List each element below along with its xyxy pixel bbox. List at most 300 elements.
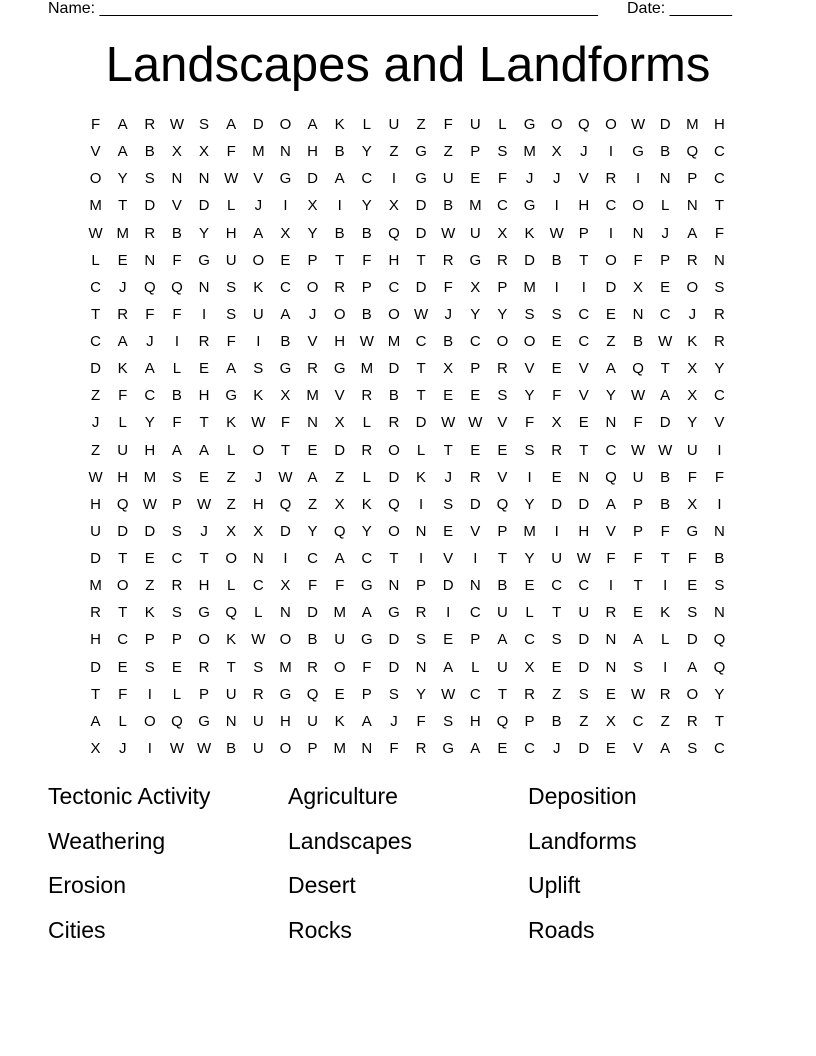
- grid-letter[interactable]: G: [198, 712, 210, 730]
- grid-letter[interactable]: E: [199, 468, 210, 486]
- grid-letter[interactable]: J: [688, 305, 697, 323]
- grid-letter[interactable]: W: [196, 739, 212, 757]
- grid-letter[interactable]: D: [388, 631, 400, 649]
- grid-letter[interactable]: A: [660, 739, 671, 757]
- grid-letter[interactable]: K: [117, 360, 128, 378]
- grid-letter[interactable]: P: [361, 278, 372, 296]
- grid-letter[interactable]: W: [658, 333, 673, 350]
- grid-letter[interactable]: W: [359, 333, 374, 350]
- grid-letter[interactable]: H: [117, 468, 129, 486]
- grid-letter[interactable]: W: [88, 224, 103, 242]
- grid-letter[interactable]: O: [143, 712, 156, 730]
- grid-letter[interactable]: O: [279, 116, 292, 133]
- grid-letter[interactable]: D: [605, 278, 617, 296]
- grid-letter[interactable]: C: [714, 143, 725, 161]
- grid-letter[interactable]: W: [251, 414, 266, 432]
- grid-letter[interactable]: E: [551, 360, 562, 378]
- grid-letter[interactable]: B: [361, 224, 372, 242]
- grid-letter[interactable]: T: [633, 577, 643, 595]
- grid-letter[interactable]: I: [554, 522, 559, 540]
- grid-letter[interactable]: O: [198, 631, 210, 649]
- grid-letter[interactable]: V: [497, 468, 508, 486]
- grid-letter[interactable]: B: [334, 143, 345, 161]
- grid-letter[interactable]: G: [225, 387, 238, 405]
- grid-letter[interactable]: S: [388, 685, 399, 703]
- grid-letter[interactable]: G: [632, 143, 644, 161]
- grid-letter[interactable]: V: [578, 170, 589, 188]
- grid-letter[interactable]: P: [171, 495, 182, 513]
- grid-letter[interactable]: V: [605, 522, 616, 540]
- grid-letter[interactable]: I: [717, 441, 722, 459]
- grid-letter[interactable]: U: [469, 116, 481, 133]
- grid-letter[interactable]: T: [660, 360, 670, 378]
- grid-letter[interactable]: I: [147, 685, 152, 703]
- grid-letter[interactable]: F: [389, 739, 399, 757]
- grid-letter[interactable]: U: [632, 468, 644, 486]
- grid-letter[interactable]: I: [635, 170, 641, 188]
- grid-letter[interactable]: B: [633, 333, 644, 350]
- grid-letter[interactable]: I: [608, 143, 614, 161]
- grid-letter[interactable]: E: [524, 577, 535, 595]
- grid-letter[interactable]: D: [442, 577, 454, 595]
- grid-letter[interactable]: D: [578, 631, 590, 649]
- grid-letter[interactable]: F: [497, 170, 508, 188]
- grid-letter[interactable]: G: [686, 522, 699, 540]
- grid-letter[interactable]: B: [144, 143, 155, 161]
- grid-letter[interactable]: X: [551, 414, 562, 432]
- grid-letter[interactable]: L: [416, 441, 426, 459]
- grid-letter[interactable]: W: [630, 387, 646, 405]
- grid-letter[interactable]: Z: [660, 712, 670, 730]
- grid-letter[interactable]: D: [388, 360, 400, 378]
- grid-letter[interactable]: W: [658, 441, 673, 459]
- grid-letter[interactable]: E: [144, 550, 155, 567]
- grid-letter[interactable]: U: [578, 604, 590, 622]
- grid-letter[interactable]: I: [391, 170, 397, 188]
- grid-letter[interactable]: T: [552, 604, 562, 622]
- grid-letter[interactable]: P: [144, 631, 155, 649]
- grid-letter[interactable]: S: [253, 658, 264, 676]
- grid-letter[interactable]: L: [661, 197, 670, 215]
- grid-letter[interactable]: M: [333, 604, 346, 622]
- grid-letter[interactable]: D: [524, 251, 535, 269]
- grid-letter[interactable]: C: [117, 631, 129, 649]
- grid-letter[interactable]: F: [633, 251, 643, 269]
- grid-letter[interactable]: R: [469, 468, 481, 486]
- grid-letter[interactable]: V: [578, 360, 589, 378]
- grid-letter[interactable]: F: [606, 550, 616, 567]
- grid-letter[interactable]: T: [226, 658, 236, 676]
- grid-letter[interactable]: D: [469, 495, 481, 513]
- grid-letter[interactable]: E: [117, 658, 128, 676]
- grid-letter[interactable]: O: [225, 550, 238, 567]
- grid-letter[interactable]: D: [307, 604, 318, 622]
- grid-letter[interactable]: T: [579, 251, 589, 269]
- grid-letter[interactable]: N: [686, 197, 698, 215]
- grid-letter[interactable]: R: [714, 305, 725, 323]
- grid-letter[interactable]: S: [687, 604, 698, 622]
- grid-letter[interactable]: P: [687, 170, 698, 188]
- grid-letter[interactable]: D: [551, 495, 563, 513]
- grid-letter[interactable]: C: [307, 550, 318, 567]
- grid-letter[interactable]: T: [199, 550, 209, 567]
- grid-letter[interactable]: F: [443, 278, 453, 296]
- grid-letter[interactable]: B: [226, 739, 237, 757]
- grid-letter[interactable]: F: [90, 116, 101, 133]
- grid-letter[interactable]: Y: [361, 197, 372, 215]
- grid-letter[interactable]: Z: [416, 116, 426, 133]
- grid-letter[interactable]: A: [361, 604, 372, 622]
- grid-letter[interactable]: E: [497, 739, 508, 757]
- grid-letter[interactable]: A: [660, 387, 671, 405]
- grid-letter[interactable]: Z: [579, 712, 589, 730]
- grid-letter[interactable]: X: [687, 387, 698, 405]
- grid-letter[interactable]: D: [388, 658, 400, 676]
- grid-letter[interactable]: Q: [496, 495, 509, 513]
- grid-letter[interactable]: M: [89, 197, 102, 215]
- grid-letter[interactable]: D: [388, 468, 400, 486]
- grid-letter[interactable]: I: [337, 197, 342, 215]
- grid-letter[interactable]: D: [307, 170, 318, 188]
- grid-letter[interactable]: B: [171, 224, 182, 242]
- grid-letter[interactable]: C: [578, 305, 590, 323]
- grid-letter[interactable]: C: [252, 577, 264, 595]
- grid-letter[interactable]: E: [605, 685, 616, 703]
- grid-letter[interactable]: B: [388, 387, 399, 405]
- grid-letter[interactable]: Q: [686, 143, 699, 161]
- grid-letter[interactable]: U: [225, 251, 237, 269]
- grid-letter[interactable]: V: [307, 333, 318, 350]
- grid-letter[interactable]: E: [443, 631, 454, 649]
- grid-letter[interactable]: R: [252, 685, 264, 703]
- grid-letter[interactable]: F: [226, 333, 236, 350]
- grid-letter[interactable]: S: [551, 305, 562, 323]
- grid-letter[interactable]: R: [497, 251, 508, 269]
- grid-letter[interactable]: Z: [335, 468, 345, 486]
- grid-letter[interactable]: N: [252, 550, 264, 567]
- grid-letter[interactable]: O: [496, 333, 509, 350]
- grid-letter[interactable]: K: [253, 387, 264, 405]
- grid-letter[interactable]: R: [415, 739, 427, 757]
- grid-letter[interactable]: D: [90, 550, 101, 567]
- grid-letter[interactable]: R: [361, 441, 373, 459]
- grid-letter[interactable]: E: [551, 333, 562, 350]
- grid-letter[interactable]: A: [443, 658, 454, 676]
- grid-letter[interactable]: I: [554, 197, 559, 215]
- grid-letter[interactable]: G: [279, 170, 292, 188]
- grid-letter[interactable]: C: [361, 170, 373, 188]
- grid-letter[interactable]: U: [334, 631, 346, 649]
- date-field[interactable]: Date: _______: [627, 0, 732, 17]
- grid-letter[interactable]: C: [524, 739, 535, 757]
- grid-letter[interactable]: I: [663, 658, 668, 676]
- grid-letter[interactable]: U: [497, 658, 508, 676]
- grid-letter[interactable]: V: [90, 143, 101, 161]
- grid-letter[interactable]: D: [578, 495, 590, 513]
- grid-letter[interactable]: I: [663, 577, 668, 595]
- grid-letter[interactable]: D: [280, 522, 291, 540]
- grid-letter[interactable]: D: [334, 441, 346, 459]
- grid-letter[interactable]: S: [171, 468, 182, 486]
- grid-letter[interactable]: H: [280, 712, 291, 730]
- grid-letter[interactable]: O: [686, 685, 699, 703]
- grid-letter[interactable]: M: [279, 658, 292, 676]
- grid-letter[interactable]: C: [469, 333, 481, 350]
- grid-letter[interactable]: P: [524, 712, 535, 730]
- grid-letter[interactable]: H: [144, 441, 156, 459]
- grid-letter[interactable]: T: [118, 197, 128, 215]
- grid-letter[interactable]: R: [307, 360, 318, 378]
- grid-letter[interactable]: S: [144, 170, 155, 188]
- grid-letter[interactable]: F: [335, 577, 345, 595]
- grid-letter[interactable]: V: [524, 360, 535, 378]
- grid-letter[interactable]: X: [334, 495, 345, 513]
- grid-letter[interactable]: N: [605, 631, 617, 649]
- grid-letter[interactable]: E: [280, 251, 291, 269]
- grid-letter[interactable]: T: [660, 550, 670, 567]
- grid-letter[interactable]: Y: [497, 305, 508, 323]
- grid-letter[interactable]: O: [388, 522, 400, 540]
- grid-letter[interactable]: K: [361, 495, 372, 513]
- grid-letter[interactable]: W: [251, 631, 266, 649]
- grid-letter[interactable]: M: [89, 577, 102, 595]
- grid-letter[interactable]: Y: [307, 224, 318, 242]
- grid-letter[interactable]: M: [523, 278, 536, 296]
- grid-letter[interactable]: A: [171, 441, 182, 459]
- grid-letter[interactable]: D: [659, 116, 671, 133]
- grid-letter[interactable]: L: [525, 604, 534, 622]
- grid-letter[interactable]: X: [687, 495, 698, 513]
- grid-letter[interactable]: A: [605, 360, 616, 378]
- grid-letter[interactable]: M: [469, 197, 482, 215]
- grid-letter[interactable]: E: [199, 360, 210, 378]
- grid-letter[interactable]: Q: [388, 224, 400, 242]
- grid-letter[interactable]: W: [169, 116, 185, 133]
- grid-letter[interactable]: X: [253, 522, 264, 540]
- grid-letter[interactable]: Z: [389, 143, 399, 161]
- grid-letter[interactable]: N: [714, 251, 725, 269]
- grid-letter[interactable]: Y: [361, 143, 372, 161]
- grid-letter[interactable]: C: [171, 550, 183, 567]
- grid-letter[interactable]: P: [416, 577, 427, 595]
- grid-letter[interactable]: D: [415, 224, 427, 242]
- grid-letter[interactable]: O: [279, 631, 292, 649]
- grid-letter[interactable]: P: [633, 495, 644, 513]
- grid-letter[interactable]: T: [389, 550, 399, 567]
- grid-letter[interactable]: J: [118, 278, 127, 296]
- grid-letter[interactable]: I: [581, 278, 586, 296]
- grid-letter[interactable]: S: [524, 441, 535, 459]
- grid-letter[interactable]: H: [90, 495, 101, 513]
- grid-letter[interactable]: C: [388, 278, 400, 296]
- grid-letter[interactable]: J: [390, 712, 398, 730]
- grid-letter[interactable]: A: [687, 224, 698, 242]
- grid-letter[interactable]: H: [90, 631, 101, 649]
- grid-letter[interactable]: T: [416, 387, 426, 405]
- grid-letter[interactable]: N: [280, 604, 291, 622]
- grid-letter[interactable]: B: [361, 305, 372, 323]
- grid-letter[interactable]: X: [199, 143, 210, 161]
- grid-letter[interactable]: R: [415, 604, 427, 622]
- grid-letter[interactable]: D: [90, 658, 101, 676]
- grid-letter[interactable]: T: [90, 305, 101, 323]
- grid-letter[interactable]: Y: [524, 387, 535, 405]
- grid-letter[interactable]: Z: [90, 387, 101, 405]
- grid-letter[interactable]: Y: [144, 414, 155, 432]
- grid-letter[interactable]: K: [687, 333, 698, 350]
- grid-letter[interactable]: Q: [143, 278, 156, 296]
- grid-letter[interactable]: I: [473, 550, 478, 567]
- grid-letter[interactable]: Q: [605, 468, 617, 486]
- grid-letter[interactable]: X: [443, 360, 454, 378]
- grid-letter[interactable]: Q: [225, 604, 238, 622]
- grid-letter[interactable]: Y: [524, 550, 535, 567]
- grid-letter[interactable]: T: [579, 441, 589, 459]
- grid-letter[interactable]: W: [441, 685, 456, 703]
- grid-letter[interactable]: W: [441, 224, 456, 242]
- grid-letter[interactable]: K: [334, 712, 345, 730]
- grid-letter[interactable]: J: [146, 333, 154, 350]
- grid-letter[interactable]: E: [171, 658, 182, 676]
- grid-letter[interactable]: A: [199, 441, 210, 459]
- grid-letter[interactable]: G: [388, 604, 400, 622]
- grid-letter[interactable]: S: [144, 658, 155, 676]
- grid-letter[interactable]: H: [578, 197, 590, 215]
- grid-letter[interactable]: Y: [199, 224, 210, 242]
- grid-letter[interactable]: O: [605, 116, 617, 133]
- grid-letter[interactable]: W: [224, 170, 239, 188]
- grid-letter[interactable]: X: [497, 224, 508, 242]
- grid-letter[interactable]: A: [253, 224, 264, 242]
- grid-letter[interactable]: F: [633, 550, 643, 567]
- grid-letter[interactable]: E: [605, 305, 616, 323]
- grid-letter[interactable]: Z: [145, 577, 155, 595]
- grid-letter[interactable]: L: [118, 712, 127, 730]
- grid-letter[interactable]: Q: [333, 522, 346, 540]
- grid-letter[interactable]: L: [172, 360, 182, 378]
- grid-letter[interactable]: Q: [577, 116, 590, 133]
- grid-letter[interactable]: R: [171, 577, 183, 595]
- grid-letter[interactable]: H: [198, 387, 210, 405]
- grid-letter[interactable]: J: [580, 143, 588, 161]
- grid-letter[interactable]: S: [253, 360, 264, 378]
- grid-letter[interactable]: L: [362, 468, 371, 486]
- grid-letter[interactable]: B: [171, 387, 182, 405]
- grid-letter[interactable]: M: [523, 143, 536, 161]
- grid-letter[interactable]: O: [388, 305, 400, 323]
- grid-letter[interactable]: J: [661, 224, 669, 242]
- grid-letter[interactable]: I: [527, 468, 532, 486]
- grid-letter[interactable]: N: [632, 305, 644, 323]
- grid-letter[interactable]: B: [443, 333, 454, 350]
- grid-letter[interactable]: J: [254, 197, 263, 215]
- grid-letter[interactable]: H: [225, 224, 237, 242]
- grid-letter[interactable]: O: [333, 658, 346, 676]
- grid-letter[interactable]: B: [307, 631, 318, 649]
- grid-letter[interactable]: W: [142, 495, 157, 513]
- grid-letter[interactable]: C: [144, 387, 156, 405]
- grid-letter[interactable]: R: [442, 251, 454, 269]
- grid-letter[interactable]: C: [578, 577, 590, 595]
- grid-letter[interactable]: E: [117, 251, 128, 269]
- grid-letter[interactable]: P: [361, 685, 372, 703]
- grid-letter[interactable]: B: [551, 251, 562, 269]
- grid-letter[interactable]: E: [470, 170, 481, 188]
- grid-letter[interactable]: U: [252, 305, 264, 323]
- grid-letter[interactable]: U: [686, 441, 698, 459]
- grid-letter[interactable]: X: [388, 197, 399, 215]
- grid-letter[interactable]: X: [633, 278, 644, 296]
- grid-letter[interactable]: R: [198, 658, 210, 676]
- grid-letter[interactable]: J: [118, 739, 127, 757]
- grid-letter[interactable]: X: [334, 414, 345, 432]
- grid-letter[interactable]: Z: [443, 143, 453, 161]
- grid-letter[interactable]: V: [497, 414, 508, 432]
- grid-letter[interactable]: S: [687, 739, 698, 757]
- grid-letter[interactable]: G: [442, 739, 455, 757]
- grid-letter[interactable]: I: [418, 550, 424, 567]
- grid-letter[interactable]: E: [687, 577, 698, 595]
- grid-letter[interactable]: C: [280, 278, 291, 296]
- grid-letter[interactable]: A: [497, 631, 508, 649]
- grid-letter[interactable]: M: [686, 116, 699, 133]
- grid-letter[interactable]: F: [280, 414, 291, 432]
- grid-letter[interactable]: Y: [714, 685, 725, 703]
- grid-letter[interactable]: V: [578, 387, 589, 405]
- grid-letter[interactable]: M: [143, 468, 157, 486]
- grid-letter[interactable]: C: [524, 631, 535, 649]
- grid-letter[interactable]: X: [226, 522, 237, 540]
- grid-letter[interactable]: I: [283, 197, 288, 215]
- grid-letter[interactable]: X: [90, 739, 101, 757]
- grid-letter[interactable]: H: [388, 251, 400, 269]
- grid-letter[interactable]: L: [118, 414, 127, 432]
- grid-letter[interactable]: R: [307, 658, 318, 676]
- grid-letter[interactable]: D: [117, 522, 129, 540]
- grid-letter[interactable]: A: [633, 631, 644, 649]
- grid-letter[interactable]: S: [171, 604, 182, 622]
- grid-letter[interactable]: W: [196, 495, 212, 513]
- grid-letter[interactable]: J: [91, 414, 100, 432]
- grid-letter[interactable]: F: [714, 468, 725, 486]
- grid-letter[interactable]: A: [334, 170, 345, 188]
- grid-letter[interactable]: G: [333, 360, 346, 378]
- grid-letter[interactable]: N: [144, 251, 156, 269]
- grid-letter[interactable]: G: [415, 170, 427, 188]
- grid-letter[interactable]: F: [172, 414, 182, 432]
- grid-letter[interactable]: W: [88, 468, 103, 486]
- grid-letter[interactable]: S: [199, 116, 210, 133]
- grid-letter[interactable]: Q: [713, 631, 726, 649]
- grid-letter[interactable]: D: [144, 197, 156, 215]
- grid-letter[interactable]: J: [525, 170, 534, 188]
- grid-letter[interactable]: Y: [524, 495, 535, 513]
- grid-letter[interactable]: Y: [416, 685, 427, 703]
- grid-letter[interactable]: A: [117, 143, 128, 161]
- grid-letter[interactable]: W: [441, 414, 456, 432]
- grid-letter[interactable]: N: [714, 522, 725, 540]
- grid-letter[interactable]: F: [172, 251, 182, 269]
- grid-letter[interactable]: A: [144, 360, 155, 378]
- grid-letter[interactable]: E: [443, 522, 454, 540]
- grid-letter[interactable]: C: [714, 170, 725, 188]
- grid-letter[interactable]: K: [226, 631, 237, 649]
- grid-letter[interactable]: C: [632, 712, 644, 730]
- grid-letter[interactable]: R: [334, 278, 346, 296]
- grid-letter[interactable]: K: [524, 224, 535, 242]
- grid-letter[interactable]: U: [551, 550, 563, 567]
- grid-letter[interactable]: X: [551, 143, 562, 161]
